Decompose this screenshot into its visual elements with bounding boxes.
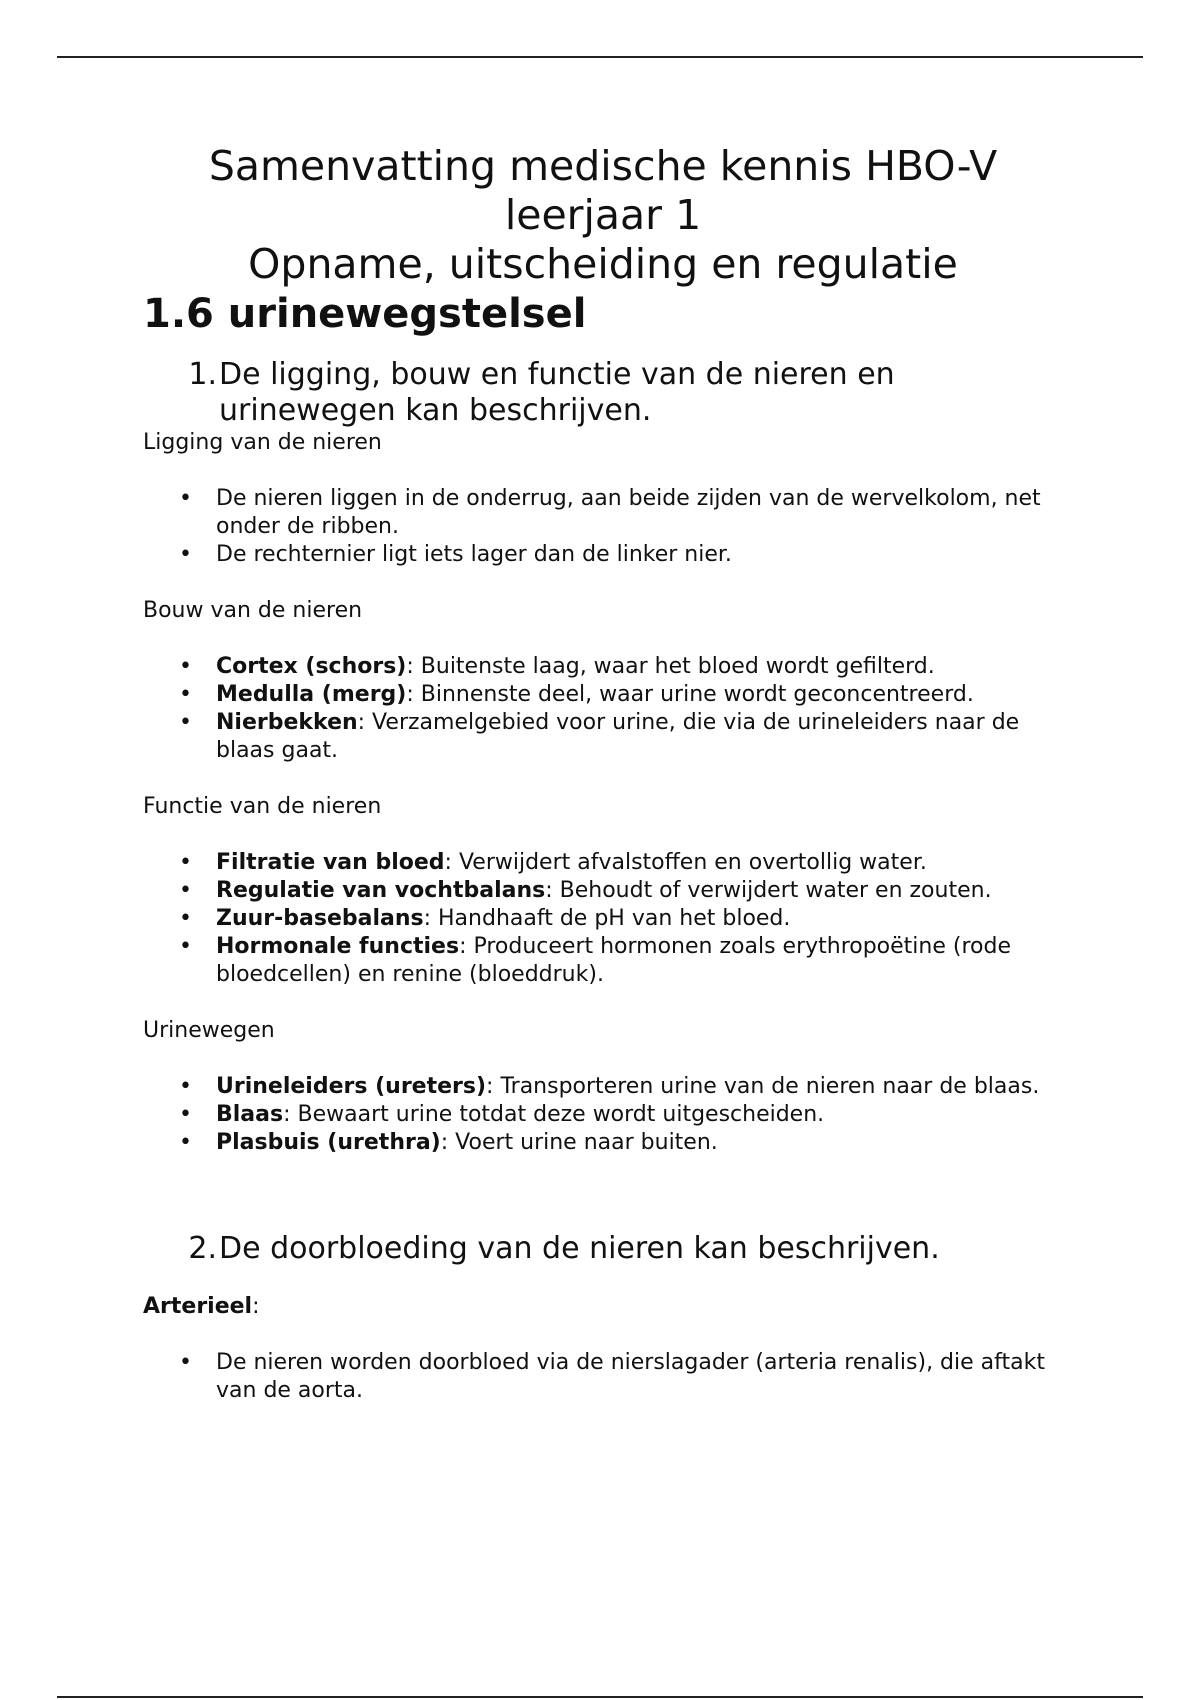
objective-2 <box>143 1231 1063 1267</box>
list-item-term: Plasbuis (urethra) <box>216 1130 441 1155</box>
list-item <box>143 905 1063 933</box>
list-item-term: Urineleiders (ureters) <box>216 1074 487 1099</box>
bullet-icon: • <box>179 1350 192 1375</box>
list-item-text: : Handhaaft de pH van het bloed. <box>423 906 791 931</box>
list-item <box>143 1101 1063 1129</box>
ligging-list <box>143 485 1063 569</box>
title-line-1: Samenvatting medische kennis HBO-V <box>208 142 998 190</box>
list-item-term: Hormonale functies <box>216 934 460 959</box>
bottom-divider <box>57 1696 1143 1698</box>
urinewegen-heading: Urinewegen <box>143 1018 275 1043</box>
arterieel-heading-suffix: : <box>252 1294 260 1319</box>
document-body <box>143 142 1063 1433</box>
list-item <box>143 877 1063 905</box>
arterieel-list <box>143 1349 1063 1405</box>
list-item-text: : Verwijdert afvalstoffen en overtollig water. <box>444 850 927 875</box>
bouw-heading: Bouw van de nieren <box>143 598 363 623</box>
bullet-icon: • <box>179 542 192 567</box>
list-item <box>143 1129 1063 1157</box>
list-item-term: Medulla (merg) <box>216 682 407 707</box>
list-item-text: De nieren worden doorbloed via de nierslagader (arteria renalis), die aftakt van de aorta. <box>216 1350 1045 1403</box>
list-item-text: : Produceert hormonen zoals erythropoëtine (rode bloedcellen) en renine (bloeddruk). <box>216 934 1011 987</box>
title-line-3: Opname, uitscheiding en regulatie <box>248 240 958 288</box>
list-item-text: De nieren liggen in de onderrug, aan beide zijden van de wervelkolom, net onder de ribben. <box>216 486 1041 539</box>
bullet-icon: • <box>179 906 192 931</box>
list-item <box>143 1349 1063 1405</box>
list-item-text: : Behoudt of verwijdert water en zouten. <box>545 878 992 903</box>
chapter-heading: 1.6 urinewegstelsel <box>143 291 587 337</box>
list-item <box>143 1073 1063 1101</box>
objective-1-text: De ligging, bouw en functie van de nieren en urinewegen kan beschrijven. <box>219 357 895 428</box>
title-line-2: leerjaar 1 <box>504 191 702 239</box>
bullet-icon: • <box>179 1102 192 1127</box>
bullet-icon: • <box>179 1074 192 1099</box>
bullet-icon: • <box>179 682 192 707</box>
list-item-term: Blaas <box>216 1102 284 1127</box>
list-item-term: Zuur-basebalans <box>216 906 424 931</box>
list-item-text: De rechternier ligt iets lager dan de linker nier. <box>216 542 732 567</box>
bullet-icon: • <box>179 654 192 679</box>
document-title <box>143 142 1063 289</box>
list-item-term: Filtratie van bloed <box>216 850 445 875</box>
list-item <box>143 709 1063 765</box>
list-item <box>143 485 1063 541</box>
list-item-text: : Voert urine naar buiten. <box>440 1130 718 1155</box>
bullet-icon: • <box>179 934 192 959</box>
list-item-text: : Transporteren urine van de nieren naar de blaas. <box>486 1074 1040 1099</box>
list-item-text: : Binnenste deel, waar urine wordt geconcentreerd. <box>406 682 974 707</box>
list-item <box>143 653 1063 681</box>
objective-1 <box>143 357 1063 429</box>
ligging-heading: Ligging van de nieren <box>143 430 382 455</box>
list-item <box>143 541 1063 569</box>
list-item-term: Nierbekken <box>216 710 358 735</box>
objective-2-number: 2. <box>188 1231 217 1266</box>
list-item <box>143 849 1063 877</box>
bullet-icon: • <box>179 878 192 903</box>
list-item-term: Cortex (schors) <box>216 654 407 679</box>
top-divider <box>57 56 1143 58</box>
objective-1-number: 1. <box>188 357 217 392</box>
list-item-text: : Buitenste laag, waar het bloed wordt gefilterd. <box>406 654 935 679</box>
objective-2-text: De doorbloeding van de nieren kan beschrijven. <box>219 1231 940 1266</box>
bullet-icon: • <box>179 1130 192 1155</box>
urinewegen-list <box>143 1073 1063 1157</box>
arterieel-heading-bold: Arterieel <box>143 1294 253 1319</box>
bullet-icon: • <box>179 850 192 875</box>
bouw-list <box>143 653 1063 765</box>
list-item-term: Regulatie van vochtbalans <box>216 878 546 903</box>
list-item-text: : Verzamelgebied voor urine, die via de urineleiders naar de blaas gaat. <box>216 710 1020 763</box>
bullet-icon: • <box>179 486 192 511</box>
list-item <box>143 933 1063 989</box>
functie-heading: Functie van de nieren <box>143 794 382 819</box>
arterieel-heading <box>143 1293 1063 1321</box>
list-item <box>143 681 1063 709</box>
bullet-icon: • <box>179 710 192 735</box>
list-item-text: : Bewaart urine totdat deze wordt uitgescheiden. <box>283 1102 825 1127</box>
functie-list <box>143 849 1063 989</box>
